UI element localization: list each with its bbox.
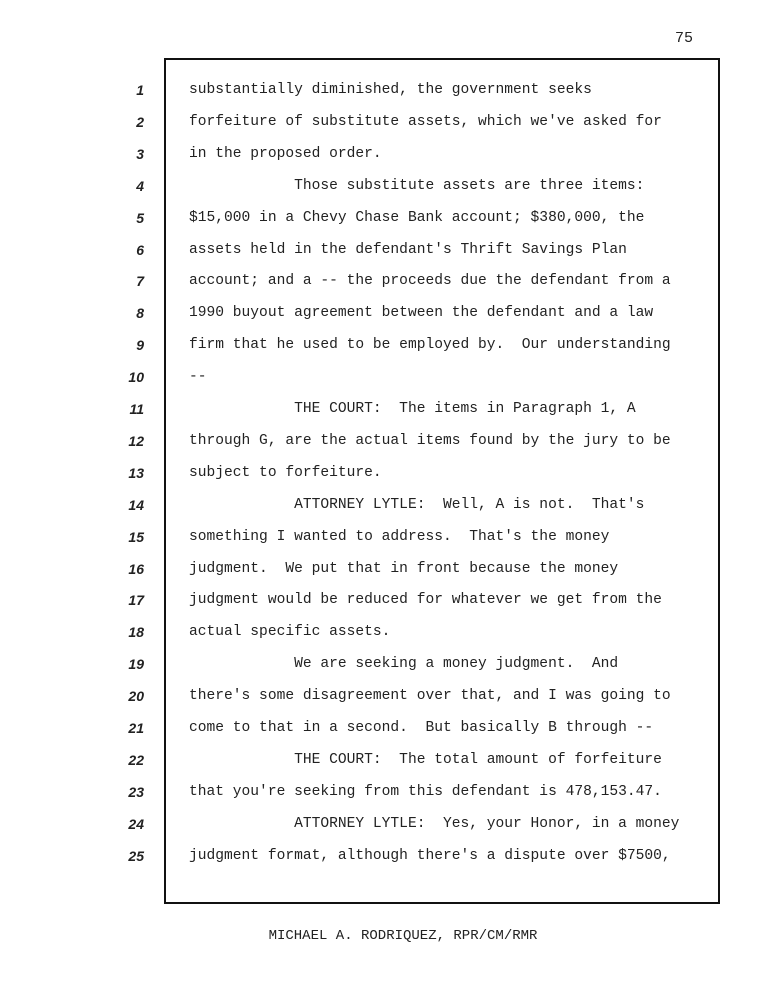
transcript-line: judgment would be reduced for whatever we get from the	[189, 592, 662, 608]
transcript-line: Those substitute assets are three items:	[189, 178, 645, 194]
transcript-line: assets held in the defendant's Thrift Savings Plan	[189, 242, 627, 258]
line-number: 15	[128, 529, 144, 545]
transcript-line: $15,000 in a Chevy Chase Bank account; $380,000, the	[189, 210, 645, 226]
transcript-line: THE COURT: The items in Paragraph 1, A	[189, 401, 636, 417]
transcript-line: judgment. We put that in front because the money	[189, 561, 619, 577]
line-number: 19	[128, 656, 144, 672]
line-number: 20	[128, 688, 144, 704]
transcript-line: account; and a -- the proceeds due the defendant from a	[189, 273, 671, 289]
reporter-footer: MICHAEL A. RODRIQUEZ, RPR/CM/RMR	[268, 928, 538, 944]
transcript-line: through G, are the actual items found by the jury to be	[189, 433, 671, 449]
transcript-line: in the proposed order.	[189, 146, 382, 162]
transcript-line: there's some disagreement over that, and I was going to	[189, 688, 671, 704]
line-number: 11	[129, 401, 144, 417]
line-number: 12	[128, 433, 144, 449]
transcript-line: substantially diminished, the government seeks	[189, 82, 592, 98]
transcript-line: ATTORNEY LYTLE: Yes, your Honor, in a money	[189, 816, 680, 832]
line-number: 9	[136, 337, 144, 353]
line-number: 2	[136, 114, 144, 130]
transcript-line: We are seeking a money judgment. And	[189, 656, 619, 672]
transcript-line: THE COURT: The total amount of forfeiture	[189, 752, 662, 768]
transcript-line: come to that in a second. But basically B through --	[189, 720, 654, 736]
page-number: 75	[675, 30, 694, 47]
line-number: 17	[128, 592, 144, 608]
line-number: 5	[136, 210, 144, 226]
line-number: 14	[128, 497, 144, 513]
line-number: 16	[128, 561, 144, 577]
transcript-line: subject to forfeiture.	[189, 465, 382, 481]
line-number: 21	[128, 720, 144, 736]
transcript-line: firm that he used to be employed by. Our understanding	[189, 337, 671, 353]
transcript-line: forfeiture of substitute assets, which we've asked for	[189, 114, 662, 130]
line-number: 24	[128, 816, 144, 832]
transcript-line: judgment format, although there's a dispute over $7500,	[189, 848, 671, 864]
transcript-line: that you're seeking from this defendant is 478,153.47.	[189, 784, 662, 800]
line-number: 23	[128, 784, 144, 800]
transcript-line: something I wanted to address. That's the money	[189, 529, 610, 545]
transcript-line: actual specific assets.	[189, 624, 391, 640]
line-number: 7	[136, 273, 144, 289]
line-number: 4	[136, 178, 144, 194]
line-number: 3	[136, 146, 144, 162]
line-number: 8	[136, 305, 144, 321]
line-number: 13	[128, 465, 144, 481]
transcript-line: --	[189, 369, 207, 385]
line-number: 22	[128, 752, 144, 768]
line-number: 6	[136, 242, 144, 258]
transcript-line: 1990 buyout agreement between the defendant and a law	[189, 305, 654, 321]
transcript-line: ATTORNEY LYTLE: Well, A is not. That's	[189, 497, 645, 513]
line-number: 18	[128, 624, 144, 640]
line-number: 1	[136, 82, 144, 98]
line-number: 25	[128, 848, 144, 864]
line-number: 10	[128, 369, 144, 385]
